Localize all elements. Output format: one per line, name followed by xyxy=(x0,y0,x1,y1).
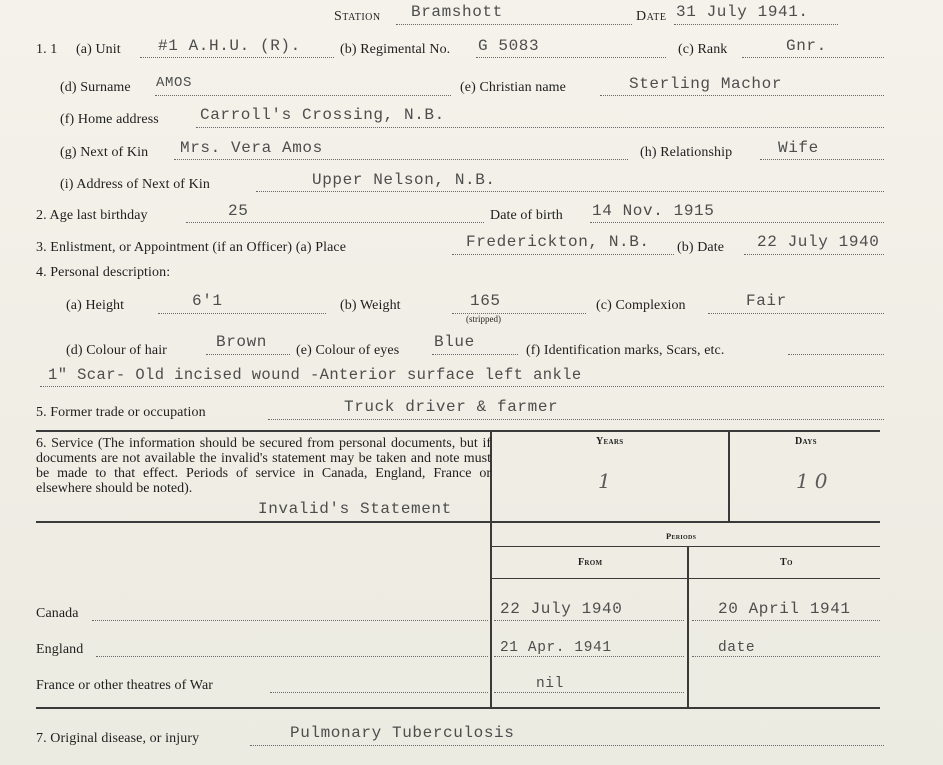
unit-value: #1 A.H.U. (R). xyxy=(158,37,301,55)
service-bottom-rule xyxy=(36,707,880,709)
service-to-value: date xyxy=(718,640,756,656)
enlistment-place: Frederickton, N.B. xyxy=(466,233,650,251)
age-label: 2. Age last birthday xyxy=(36,208,148,223)
service-place-label: Canada xyxy=(36,606,79,621)
regimental-no-line xyxy=(476,57,666,58)
from-to-divider xyxy=(687,547,689,708)
relationship-value: Wife xyxy=(778,139,819,157)
height-label: (a) Height xyxy=(66,298,125,313)
height-value: 6'1 xyxy=(192,292,223,310)
identification-marks-label: (f) Identification marks, Scars, etc. xyxy=(526,343,725,358)
complexion-label: (c) Complexion xyxy=(596,298,686,313)
rank-line xyxy=(742,57,884,58)
years-days-divider xyxy=(728,432,730,522)
relationship-line xyxy=(760,159,884,160)
service-from-value: 22 July 1940 xyxy=(500,600,623,618)
enlistment-date-label: (b) Date xyxy=(677,240,725,255)
dob-line xyxy=(590,222,884,223)
original-disease-value: Pulmonary Tuberculosis xyxy=(290,724,515,742)
original-disease-line xyxy=(250,745,884,746)
service-typed-note: Invalid's Statement xyxy=(258,500,452,518)
regimental-no-label: (b) Regimental No. xyxy=(340,42,451,57)
enlistment-date: 22 July 1940 xyxy=(757,233,880,251)
identification-marks-line-2 xyxy=(40,386,884,387)
dob-value: 14 Nov. 1915 xyxy=(592,202,715,220)
eyes-line xyxy=(432,354,518,355)
station-label: Station xyxy=(334,9,381,24)
france-from-line xyxy=(494,692,684,693)
enlistment-label: 3. Enlistment, or Appointment (if an Officer) (a) Place xyxy=(36,240,347,255)
next-of-kin-value: Mrs. Vera Amos xyxy=(180,139,323,157)
relationship-label: (h) Relationship xyxy=(640,145,733,160)
hair-line xyxy=(206,354,290,355)
england-from-line xyxy=(494,656,684,657)
next-of-kin-label: (g) Next of Kin xyxy=(60,145,149,160)
age-value: 25 xyxy=(228,202,249,220)
years-value: 1 xyxy=(598,469,611,493)
home-address-line xyxy=(196,127,884,128)
days-value: 10 xyxy=(796,469,834,493)
service-instructions: 6. Service (The information should be secured from personal documents, but if documents are not available the invalid's statement may be taken and note must be made to that effect. Periods of service in Canada, England, France or elsewhere should be noted). xyxy=(36,436,491,496)
former-trade-value: Truck driver & farmer xyxy=(344,398,559,416)
regimental-no-value: G 5083 xyxy=(478,37,540,55)
canada-to-line xyxy=(692,620,880,621)
next-of-kin-line xyxy=(174,159,628,160)
home-address-label: (f) Home address xyxy=(60,112,159,127)
england-line xyxy=(96,656,488,657)
canada-from-line xyxy=(494,620,684,621)
to-header: To xyxy=(780,557,793,568)
former-trade-label: 5. Former trade or occupation xyxy=(36,405,206,420)
rank-label: (c) Rank xyxy=(678,42,728,57)
unit-line xyxy=(140,57,334,58)
service-place-label: England xyxy=(36,642,84,657)
identification-marks-value: 1" Scar- Old incised wound -Anterior surface left ankle xyxy=(48,366,582,384)
from-header: From xyxy=(578,557,603,568)
item-1-number: 1. 1 xyxy=(36,42,58,57)
hair-label: (d) Colour of hair xyxy=(66,343,167,358)
complexion-value: Fair xyxy=(746,292,787,310)
kin-address-line xyxy=(256,191,884,192)
periods-header: Periods xyxy=(666,531,697,541)
stripped-note: (stripped) xyxy=(466,314,501,324)
hair-value: Brown xyxy=(216,333,268,351)
complexion-line xyxy=(708,313,884,314)
identification-marks-line xyxy=(788,354,884,355)
rank-value: Gnr. xyxy=(786,37,827,55)
eyes-value: Blue xyxy=(434,333,475,351)
canada-line xyxy=(92,620,488,621)
service-from-value: 21 Apr. 1941 xyxy=(500,640,612,656)
from-to-under-rule xyxy=(490,578,880,579)
service-from-value: nil xyxy=(536,676,564,692)
station-value: Bramshott xyxy=(411,3,503,21)
periods-under-rule xyxy=(490,546,880,547)
kin-address-value: Upper Nelson, N.B. xyxy=(312,171,496,189)
date-label: Date xyxy=(636,9,667,24)
dob-label: Date of birth xyxy=(490,208,563,223)
date-line xyxy=(674,24,838,25)
station-line xyxy=(396,24,632,25)
eyes-label: (e) Colour of eyes xyxy=(296,343,400,358)
christian-name-label: (e) Christian name xyxy=(460,80,566,95)
weight-value: 165 xyxy=(470,292,501,310)
unit-label: (a) Unit xyxy=(76,42,121,57)
england-to-line xyxy=(692,656,880,657)
christian-name-line xyxy=(600,95,884,96)
kin-address-label: (i) Address of Next of Kin xyxy=(60,177,210,192)
enlistment-date-line xyxy=(744,254,884,255)
service-top-rule xyxy=(36,430,880,432)
personal-description-label: 4. Personal description: xyxy=(36,265,171,280)
years-header: Years xyxy=(596,436,624,447)
weight-label: (b) Weight xyxy=(340,298,401,313)
periods-left-divider xyxy=(490,522,492,708)
age-line xyxy=(186,222,484,223)
home-address-value: Carroll's Crossing, N.B. xyxy=(200,106,445,124)
service-place-label: France or other theatres of War xyxy=(36,678,214,693)
former-trade-line xyxy=(268,419,884,420)
france-line xyxy=(270,692,488,693)
date-value: 31 July 1941. xyxy=(676,3,809,21)
surname-line xyxy=(155,95,451,96)
surname-label: (d) Surname xyxy=(60,80,131,95)
original-disease-label: 7. Original disease, or injury xyxy=(36,731,200,746)
surname-value: AMOS xyxy=(156,75,193,91)
service-mid-rule xyxy=(36,521,880,523)
service-to-value: 20 April 1941 xyxy=(718,600,851,618)
height-line xyxy=(158,313,326,314)
days-header: Days xyxy=(795,436,817,447)
christian-name-value: Sterling Machor xyxy=(629,75,783,93)
enlistment-place-line xyxy=(452,254,674,255)
